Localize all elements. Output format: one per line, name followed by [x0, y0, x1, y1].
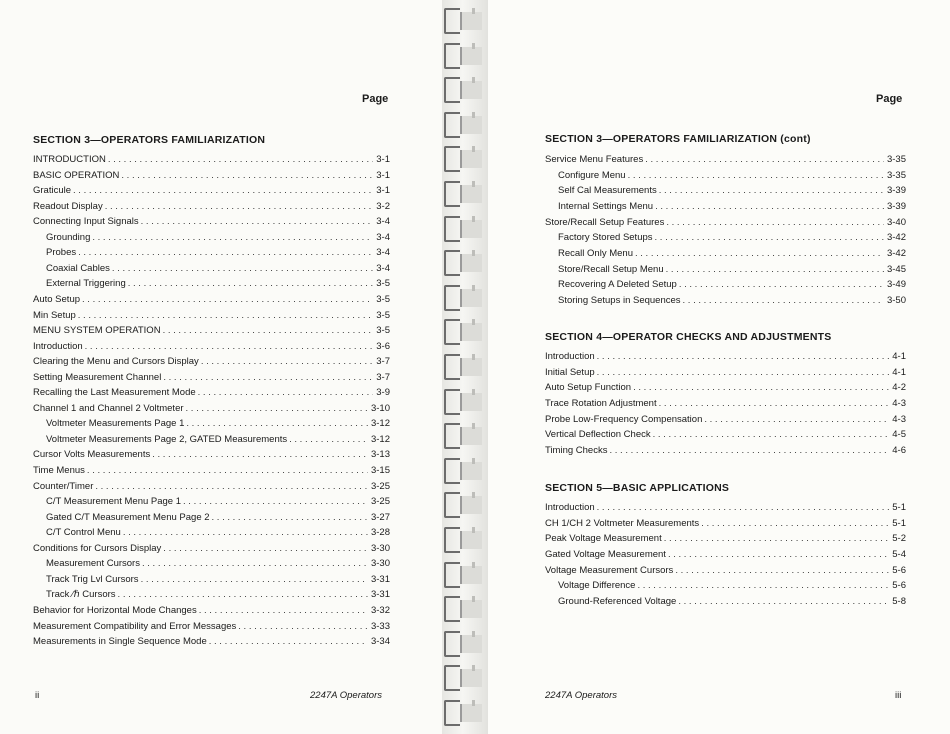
toc-entry [558, 184, 906, 197]
toc-entry-page: 3-35 [886, 169, 906, 181]
toc-entry-title: Trace Rotation Adjustment [545, 397, 657, 409]
toc-entry [46, 557, 390, 570]
toc-entry-title: CH 1/CH 2 Voltmeter Measurements [545, 517, 700, 529]
toc-entry-title: Storing Setups in Sequences [558, 294, 681, 306]
toc-leader-dots [657, 184, 884, 197]
left-page-header: Page [362, 93, 389, 105]
toc-leader-dots [139, 215, 374, 228]
toc-leader-dots [651, 428, 890, 441]
toc-leader-dots [236, 620, 368, 633]
right-page-header: Page [876, 93, 903, 105]
binding-ring [444, 354, 484, 380]
toc-entry-page: 5-1 [892, 502, 906, 513]
toc-entry [558, 231, 906, 244]
toc-entry [545, 413, 906, 426]
toc-entry-page: 3-31 [370, 573, 390, 585]
toc-leader-dots [71, 184, 373, 197]
toc-entry [46, 588, 390, 601]
toc-entry-title: Measurements in Single Sequence Mode [33, 636, 207, 648]
toc-entry-page: 3-28 [370, 527, 390, 539]
toc-entry [558, 169, 906, 182]
toc-entry [46, 433, 390, 446]
toc-entry-title: Counter/Timer [33, 480, 94, 492]
toc-entry-page: 3-25 [370, 480, 390, 492]
toc-entry-page: 5-4 [892, 548, 906, 560]
toc-leader-dots [140, 557, 368, 570]
toc-entry-title: INTRODUCTION [33, 154, 106, 165]
toc-entry-title: BASIC OPERATION [33, 169, 120, 181]
toc-entry-page: 3-5 [376, 278, 390, 290]
toc-leader-dots [595, 350, 890, 363]
toc-entry [558, 278, 906, 291]
binding-ring [444, 562, 484, 588]
toc-entry-page: 4-5 [892, 429, 906, 441]
toc-entry-title: Grounding [46, 231, 91, 243]
toc-entry-title: Ground-Referenced Voltage [558, 595, 677, 607]
toc-entry-title: Initial Setup [545, 366, 595, 378]
binding-ring [444, 389, 484, 415]
toc-entry-page: 4-3 [892, 397, 906, 409]
binding-ring [444, 146, 484, 172]
toc-entry-title: Channel 1 and Channel 2 Voltmeter [33, 402, 184, 414]
toc-entry-title: C/T Measurement Menu Page 1 [46, 496, 182, 508]
toc-entry-page: 3-1 [376, 169, 390, 181]
toc-entry-page: 3-33 [370, 620, 390, 632]
toc-leader-dots [653, 200, 884, 213]
toc-entry-page: 3-4 [376, 247, 390, 259]
right-footer-title: 2247A Operators [545, 690, 617, 701]
toc-leader-dots [161, 542, 368, 555]
toc-entry-title: Store/Recall Setup Menu [558, 263, 664, 275]
toc-entry [33, 386, 390, 399]
toc-leader-dots [595, 366, 890, 379]
toc-entry-page: 3-42 [886, 232, 906, 244]
toc-entry-title: Track ∕ℏ Cursors [46, 589, 116, 601]
toc-entry-page: 3-5 [376, 325, 390, 337]
toc-leader-dots [673, 564, 889, 577]
toc-entry-title: Timing Checks [545, 444, 608, 456]
binding-ring [444, 492, 484, 518]
toc-entry-title: Voltmeter Measurements Page 2, GATED Measurements [46, 433, 288, 445]
toc-entry [33, 464, 390, 477]
left-section-title: SECTION 3—OPERATORS FAMILIARIZATION [33, 134, 266, 146]
binding-ring [444, 527, 484, 553]
toc-entry [33, 184, 390, 197]
toc-entry-page: 3-25 [370, 496, 390, 508]
toc-entry-page: 3-13 [370, 449, 390, 461]
toc-entry-title: MENU SYSTEM OPERATION [33, 325, 161, 337]
toc-entry [33, 293, 390, 306]
toc-entry [33, 340, 390, 353]
toc-entry-title: Voltage Difference [558, 580, 636, 592]
toc-entry-title: Measurement Compatibility and Error Messages [33, 620, 237, 632]
toc-entry-title: External Triggering [46, 278, 126, 290]
left-footer-title: 2247A Operators [310, 690, 382, 701]
toc-entry-title: Store/Recall Setup Features [545, 216, 665, 228]
right-section-5-title: SECTION 5—BASIC APPLICATIONS [545, 482, 730, 494]
toc-entry [46, 277, 390, 290]
toc-leader-dots [657, 397, 890, 410]
binding-ring [444, 596, 484, 622]
toc-entry-page: 4-1 [892, 366, 906, 378]
toc-entry-page: 3-45 [886, 263, 906, 275]
toc-entry-page: 3-34 [370, 636, 390, 648]
toc-entry-title: Vertical Deflection Check [545, 429, 651, 441]
toc-entry-page: 3-6 [376, 340, 390, 352]
toc-entry [558, 595, 906, 608]
toc-entry-title: Cursor Volts Measurements [33, 449, 151, 461]
toc-entry [545, 501, 906, 514]
toc-entry-title: C/T Control Menu [46, 527, 121, 539]
toc-entry-title: Probes [46, 247, 77, 259]
toc-leader-dots [76, 309, 373, 322]
toc-entry-title: Introduction [545, 351, 595, 362]
toc-entry-page: 3-27 [370, 511, 390, 523]
binding-ring [444, 112, 484, 138]
toc-leader-dots [631, 381, 889, 394]
toc-entry-title: Service Menu Features [545, 154, 644, 165]
toc-entry [558, 263, 906, 276]
toc-entry-page: 3-40 [886, 216, 906, 228]
toc-entry-page: 3-39 [886, 185, 906, 197]
toc-entry-page: 3-1 [376, 154, 390, 165]
binding-ring [444, 319, 484, 345]
toc-entry-title: Self Cal Measurements [558, 185, 657, 197]
toc-leader-dots [90, 231, 373, 244]
binding-ring [444, 250, 484, 276]
toc-entry-page: 3-30 [370, 558, 390, 570]
toc-entry-page: 4-6 [892, 444, 906, 456]
toc-leader-dots [126, 277, 374, 290]
right-section-3-title: SECTION 3—OPERATORS FAMILIARIZATION (cont) [545, 133, 811, 145]
right-section-4-title: SECTION 4—OPERATOR CHECKS AND ADJUSTMENTS [545, 331, 832, 343]
toc-entry-page: 3-10 [370, 402, 390, 414]
toc-leader-dots [699, 517, 889, 530]
toc-entry-title: Graticule [33, 185, 72, 197]
toc-leader-dots [184, 417, 368, 430]
toc-entry [545, 397, 906, 410]
toc-leader-dots [676, 595, 889, 608]
toc-leader-dots [677, 278, 884, 291]
toc-leader-dots [626, 169, 884, 182]
toc-entry [46, 231, 390, 244]
toc-leader-dots [103, 200, 374, 213]
toc-entry [558, 247, 906, 260]
toc-leader-dots [664, 263, 884, 276]
toc-entry-title: Gated Voltage Measurement [545, 548, 666, 560]
toc-entry-page: 4-1 [892, 351, 906, 362]
toc-entry-page: 3-5 [376, 293, 390, 305]
toc-entry [545, 532, 906, 545]
toc-entry [33, 215, 390, 228]
binding-ring [444, 631, 484, 657]
toc-leader-dots [76, 246, 373, 259]
toc-entry-title: Setting Measurement Channel [33, 371, 162, 383]
toc-entry-title: Configure Menu [558, 169, 626, 181]
toc-entry-page: 3-4 [376, 231, 390, 243]
binding-ring [444, 423, 484, 449]
toc-entry [33, 169, 390, 182]
toc-leader-dots [161, 324, 374, 337]
toc-entry [46, 262, 390, 275]
binding-ring [444, 665, 484, 691]
toc-leader-dots [210, 511, 368, 524]
toc-entry [33, 635, 390, 648]
toc-entry [545, 548, 906, 561]
toc-leader-dots [207, 635, 368, 648]
toc-entry [33, 542, 390, 555]
toc-entry-title: Auto Setup [33, 293, 81, 305]
toc-entry [558, 200, 906, 213]
toc-entry [33, 480, 390, 493]
toc-entry [46, 495, 390, 508]
toc-leader-dots [635, 579, 889, 592]
toc-entry [46, 417, 390, 430]
toc-entry-title: Connecting Input Signals [33, 216, 139, 228]
toc-entry-page: 3-1 [376, 185, 390, 197]
toc-entry-title: Behavior for Horizontal Mode Changes [33, 604, 197, 616]
toc-entry-page: 3-12 [370, 418, 390, 430]
toc-entry [33, 371, 390, 384]
toc-entry-page: 3-7 [376, 371, 390, 383]
toc-entry [545, 216, 906, 229]
toc-entry-title: Voltmeter Measurements Page 1 [46, 418, 185, 430]
toc-leader-dots [666, 548, 889, 561]
toc-entry-title: Time Menus [33, 465, 85, 476]
toc-leader-dots [85, 464, 368, 477]
toc-entry-title: Peak Voltage Measurement [545, 533, 662, 545]
toc-entry-title: Conditions for Cursors Display [33, 542, 162, 554]
toc-leader-dots [161, 371, 373, 384]
binding-ring [444, 700, 484, 726]
toc-entry-page: 5-2 [892, 533, 906, 545]
toc-entry [558, 579, 906, 592]
toc-entry-page: 3-2 [376, 200, 390, 212]
toc-leader-dots [110, 262, 373, 275]
toc-leader-dots [643, 153, 884, 166]
toc-leader-dots [662, 532, 890, 545]
toc-entry-title: Gated C/T Measurement Menu Page 2 [46, 511, 210, 523]
toc-entry [33, 620, 390, 633]
toc-leader-dots [121, 526, 368, 539]
toc-entry-title: Coaxial Cables [46, 262, 110, 274]
toc-entry-title: Recalling the Last Measurement Mode [33, 387, 196, 399]
binding-ring [444, 285, 484, 311]
toc-entry-title: Clearing the Menu and Cursors Display [33, 356, 199, 368]
toc-entry-page: 3-4 [376, 216, 390, 228]
toc-entry-title: Introduction [33, 340, 83, 352]
toc-leader-dots [287, 433, 368, 446]
toc-leader-dots [681, 294, 884, 307]
toc-entry-page: 3-9 [376, 387, 390, 399]
toc-entry-page: 3-7 [376, 356, 390, 368]
toc-entry-page: 4-3 [892, 413, 906, 425]
toc-entry [33, 402, 390, 415]
toc-entry-title: Readout Display [33, 200, 103, 212]
toc-entry-page: 3-30 [370, 542, 390, 554]
toc-entry-page: 3-39 [886, 200, 906, 212]
toc-entry-title: Recovering A Deleted Setup [558, 279, 677, 291]
toc-entry-page: 3-31 [370, 589, 390, 601]
left-footer-page-number: ii [35, 690, 40, 701]
toc-entry [545, 517, 906, 530]
toc-entry-title: Introduction [545, 502, 595, 513]
toc-entry-page: 3-42 [886, 247, 906, 259]
toc-entry [46, 526, 390, 539]
toc-entry [33, 355, 390, 368]
toc-entry-page: 5-1 [892, 517, 906, 529]
toc-entry-page: 3-50 [886, 294, 906, 306]
toc-entry [545, 381, 906, 394]
toc-entry-title: Internal Settings Menu [558, 200, 654, 212]
toc-entry [545, 428, 906, 441]
binding-ring [444, 77, 484, 103]
toc-entry-title: Measurement Cursors [46, 558, 140, 570]
binding-ring [444, 458, 484, 484]
toc-leader-dots [80, 293, 373, 306]
toc-entry-title: Recall Only Menu [558, 247, 633, 259]
binding-ring [444, 43, 484, 69]
binding-ring [444, 216, 484, 242]
toc-leader-dots [197, 604, 368, 617]
binding-ring [444, 8, 484, 34]
toc-entry [545, 350, 906, 363]
toc-leader-dots [119, 169, 373, 182]
toc-leader-dots [181, 495, 368, 508]
toc-leader-dots [116, 588, 368, 601]
toc-entry-title: Track Trig Lvl Cursors [46, 573, 139, 585]
toc-entry-page: 3-15 [370, 465, 390, 476]
toc-leader-dots [595, 501, 890, 514]
toc-entry-page: 5-8 [892, 595, 906, 607]
toc-leader-dots [196, 386, 374, 399]
toc-entry [33, 448, 390, 461]
toc-entry [558, 294, 906, 307]
toc-leader-dots [653, 231, 884, 244]
toc-leader-dots [184, 402, 368, 415]
toc-entry-title: Auto Setup Function [545, 382, 632, 394]
toc-entry-page: 3-32 [370, 604, 390, 616]
toc-entry [545, 153, 906, 166]
toc-leader-dots [93, 480, 368, 493]
toc-entry-page: 3-12 [370, 433, 390, 445]
toc-entry-title: Min Setup [33, 309, 76, 321]
right-footer-page-number: iii [895, 690, 902, 701]
toc-entry [545, 366, 906, 379]
toc-leader-dots [150, 448, 368, 461]
toc-leader-dots [664, 216, 884, 229]
toc-entry [46, 246, 390, 259]
toc-entry [545, 564, 906, 577]
toc-entry-title: Probe Low-Frequency Compensation [545, 413, 703, 425]
toc-leader-dots [83, 340, 374, 353]
toc-entry-page: 5-6 [892, 564, 906, 576]
toc-entry [33, 153, 390, 166]
toc-leader-dots [633, 247, 884, 260]
toc-entry [545, 444, 906, 457]
toc-entry-page: 3-5 [376, 309, 390, 321]
toc-leader-dots [607, 444, 889, 457]
toc-leader-dots [702, 413, 889, 426]
toc-entry-title: Factory Stored Setups [558, 232, 653, 244]
toc-leader-dots [139, 573, 368, 586]
toc-entry [33, 324, 390, 337]
toc-entry-page: 5-6 [892, 580, 906, 592]
toc-entry-page: 4-2 [892, 382, 906, 394]
toc-entry [46, 573, 390, 586]
toc-leader-dots [106, 153, 373, 166]
toc-entry-title: Voltage Measurement Cursors [545, 564, 674, 576]
toc-entry-page: 3-4 [376, 262, 390, 274]
toc-entry [33, 604, 390, 617]
binding-ring [444, 181, 484, 207]
toc-entry [46, 511, 390, 524]
toc-entry-page: 3-35 [886, 154, 906, 165]
toc-entry-page: 3-49 [886, 279, 906, 291]
toc-entry [33, 309, 390, 322]
toc-leader-dots [199, 355, 373, 368]
toc-entry [33, 200, 390, 213]
